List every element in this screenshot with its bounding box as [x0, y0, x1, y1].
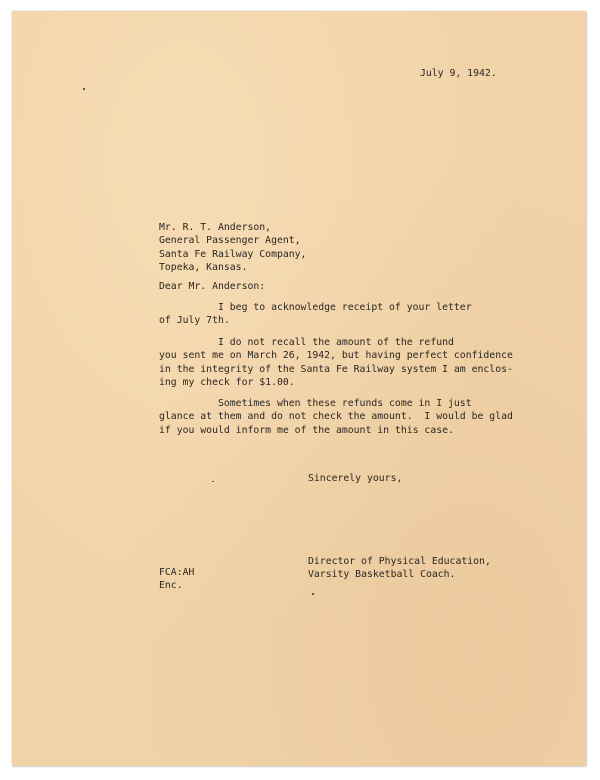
paragraph-2 [159, 336, 513, 390]
paragraph-line: in the integrity of the Santa Fe Railway system I am enclos- [159, 363, 513, 375]
address-line: General Passenger Agent, [159, 235, 301, 247]
signature-line: Varsity Basketball Coach. [308, 569, 456, 581]
paragraph-1 [159, 301, 472, 328]
salutation: Dear Mr. Anderson: [159, 281, 266, 292]
letter-date: July 9, 1942. [420, 68, 497, 79]
ink-speck [212, 481, 214, 482]
paragraph-line: of July 7th. [159, 315, 230, 327]
paragraph-line: I do not recall the amount of the refund [159, 337, 454, 348]
ink-speck [83, 88, 85, 90]
recipient-address [159, 221, 306, 275]
signature-block [308, 555, 491, 582]
paragraph-line: ing my check for $1.00. [159, 377, 295, 389]
address-line: Topeka, Kansas. [159, 262, 248, 274]
paragraph-line: if you would inform me of the amount in this case. [159, 424, 454, 436]
complimentary-close: Sincerely yours, [308, 473, 403, 484]
ink-speck [312, 593, 314, 595]
paragraph-line: you sent me on March 26, 1942, but having perfect confidence [159, 350, 513, 362]
signature-line: Director of Physical Education, [308, 556, 491, 567]
paragraph-line: glance at them and do not check the amount. I would be glad [159, 411, 513, 423]
reference-line: Enc. [159, 580, 183, 592]
address-line: Mr. R. T. Anderson, [159, 222, 272, 233]
address-line: Santa Fe Railway Company, [159, 248, 307, 260]
paragraph-3 [159, 397, 513, 437]
reference-line: FCA:AH [159, 567, 195, 578]
reference-initials [159, 566, 194, 593]
paragraph-line: Sometimes when these refunds come in I just [159, 398, 472, 409]
paragraph-line: I beg to acknowledge receipt of your letter [159, 302, 472, 313]
